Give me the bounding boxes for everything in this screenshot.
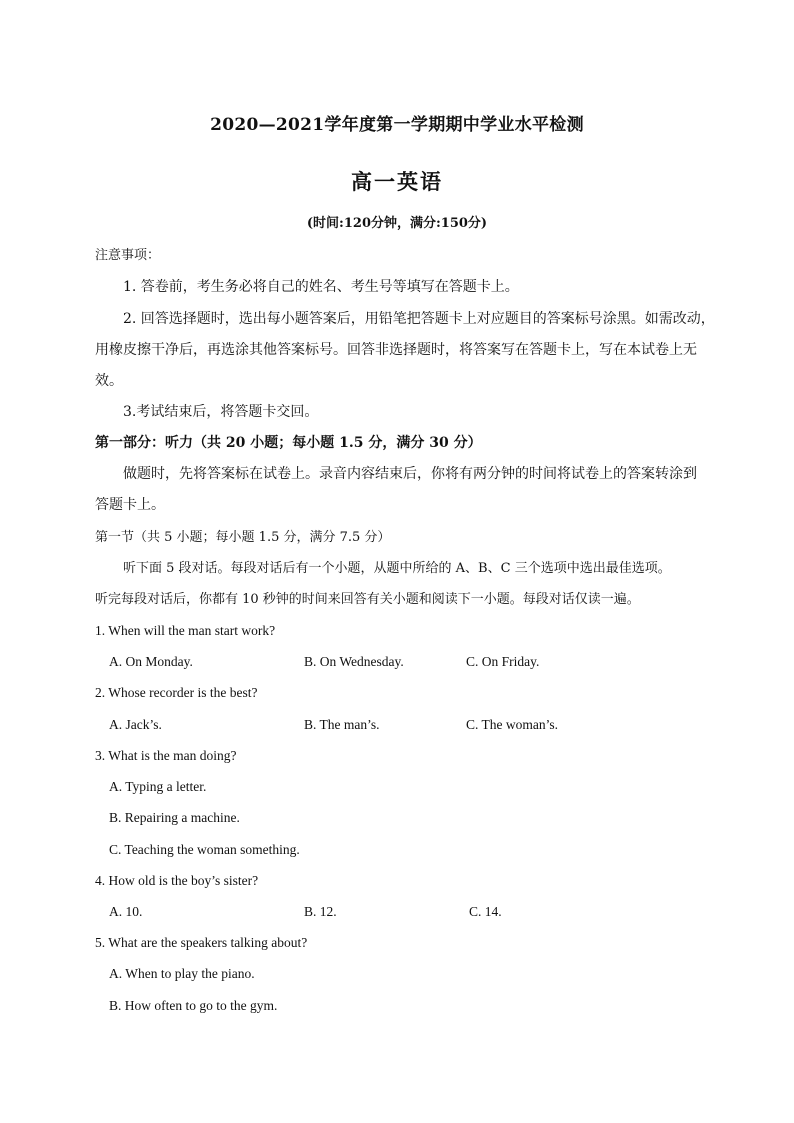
section1-intro-line-2: 听完每段对话后，你都有 10 秒钟的时间来回答有关小题和阅读下一小题。每段对话仅读一遍。 [95, 592, 640, 607]
section1-heading: 第一节（共 5 小题；每小题 1.5 分，满分 7.5 分） [95, 530, 391, 545]
notice-item-1: 1. 答卷前，考生务必将自己的姓名、考生号等填写在答题卡上。 [123, 279, 519, 295]
question-1-option-c: C. On Friday. [466, 654, 540, 669]
notice-item-2-line-3: 效。 [95, 373, 123, 389]
question-4-option-c: C. 14. [469, 904, 502, 919]
question-5-option-a: A. When to play the piano. [109, 966, 255, 981]
exam-title: 2020—2021学年度第一学期期中学业水平检测 [210, 115, 584, 135]
question-5-stem: 5. What are the speakers talking about? [95, 935, 308, 950]
question-2-option-b: B. The man’s. [304, 717, 380, 732]
question-1-option-b: B. On Wednesday. [304, 654, 404, 669]
question-2-option-a: A. Jack’s. [109, 717, 162, 732]
question-1-stem: 1. When will the man start work? [95, 623, 276, 638]
notice-item-2-line-2: 用橡皮擦干净后，再选涂其他答案标号。回答非选择题时，将答案写在答题卡上，写在本试卷上无 [95, 342, 697, 358]
notice-item-3: 3.考试结束后，将答题卡交回。 [123, 404, 319, 420]
part1-intro-line-1: 做题时，先将答案标在试卷上。录音内容结束后，你将有两分钟的时间将试卷上的答案转涂到 [123, 466, 697, 482]
section1-intro-line-1: 听下面 5 段对话。每段对话后有一个小题，从题中所给的 A、B、C 三个选项中选出最佳选项。 [123, 561, 671, 576]
question-3-option-c: C. Teaching the woman something. [109, 842, 300, 857]
part1-heading: 第一部分：听力（共 20 小题；每小题 1.5 分，满分 30 分） [95, 435, 482, 451]
notice-heading: 注意事项： [95, 248, 161, 263]
question-2-option-c: C. The woman’s. [466, 717, 558, 732]
question-3-option-a: A. Typing a letter. [109, 779, 207, 794]
question-2-stem: 2. Whose recorder is the best? [95, 685, 258, 700]
question-5-option-b: B. How often to go to the gym. [109, 998, 278, 1013]
question-3-stem: 3. What is the man doing? [95, 748, 237, 763]
subject-title: 高一英语 [351, 169, 443, 194]
question-4-option-b: B. 12. [304, 904, 337, 919]
question-4-option-a: A. 10. [109, 904, 143, 919]
notice-item-2-line-1: 2. 回答选择题时，选出每小题答案后，用铅笔把答题卡上对应题目的答案标号涂黑。如需改动， [123, 311, 715, 327]
part1-intro-line-2: 答题卡上。 [95, 497, 165, 513]
time-info: (时间:120分钟，满分:150分) [306, 216, 488, 231]
question-3-option-b: B. Repairing a machine. [109, 810, 240, 825]
question-4-stem: 4. How old is the boy’s sister? [95, 873, 259, 888]
question-1-option-a: A. On Monday. [109, 654, 193, 669]
